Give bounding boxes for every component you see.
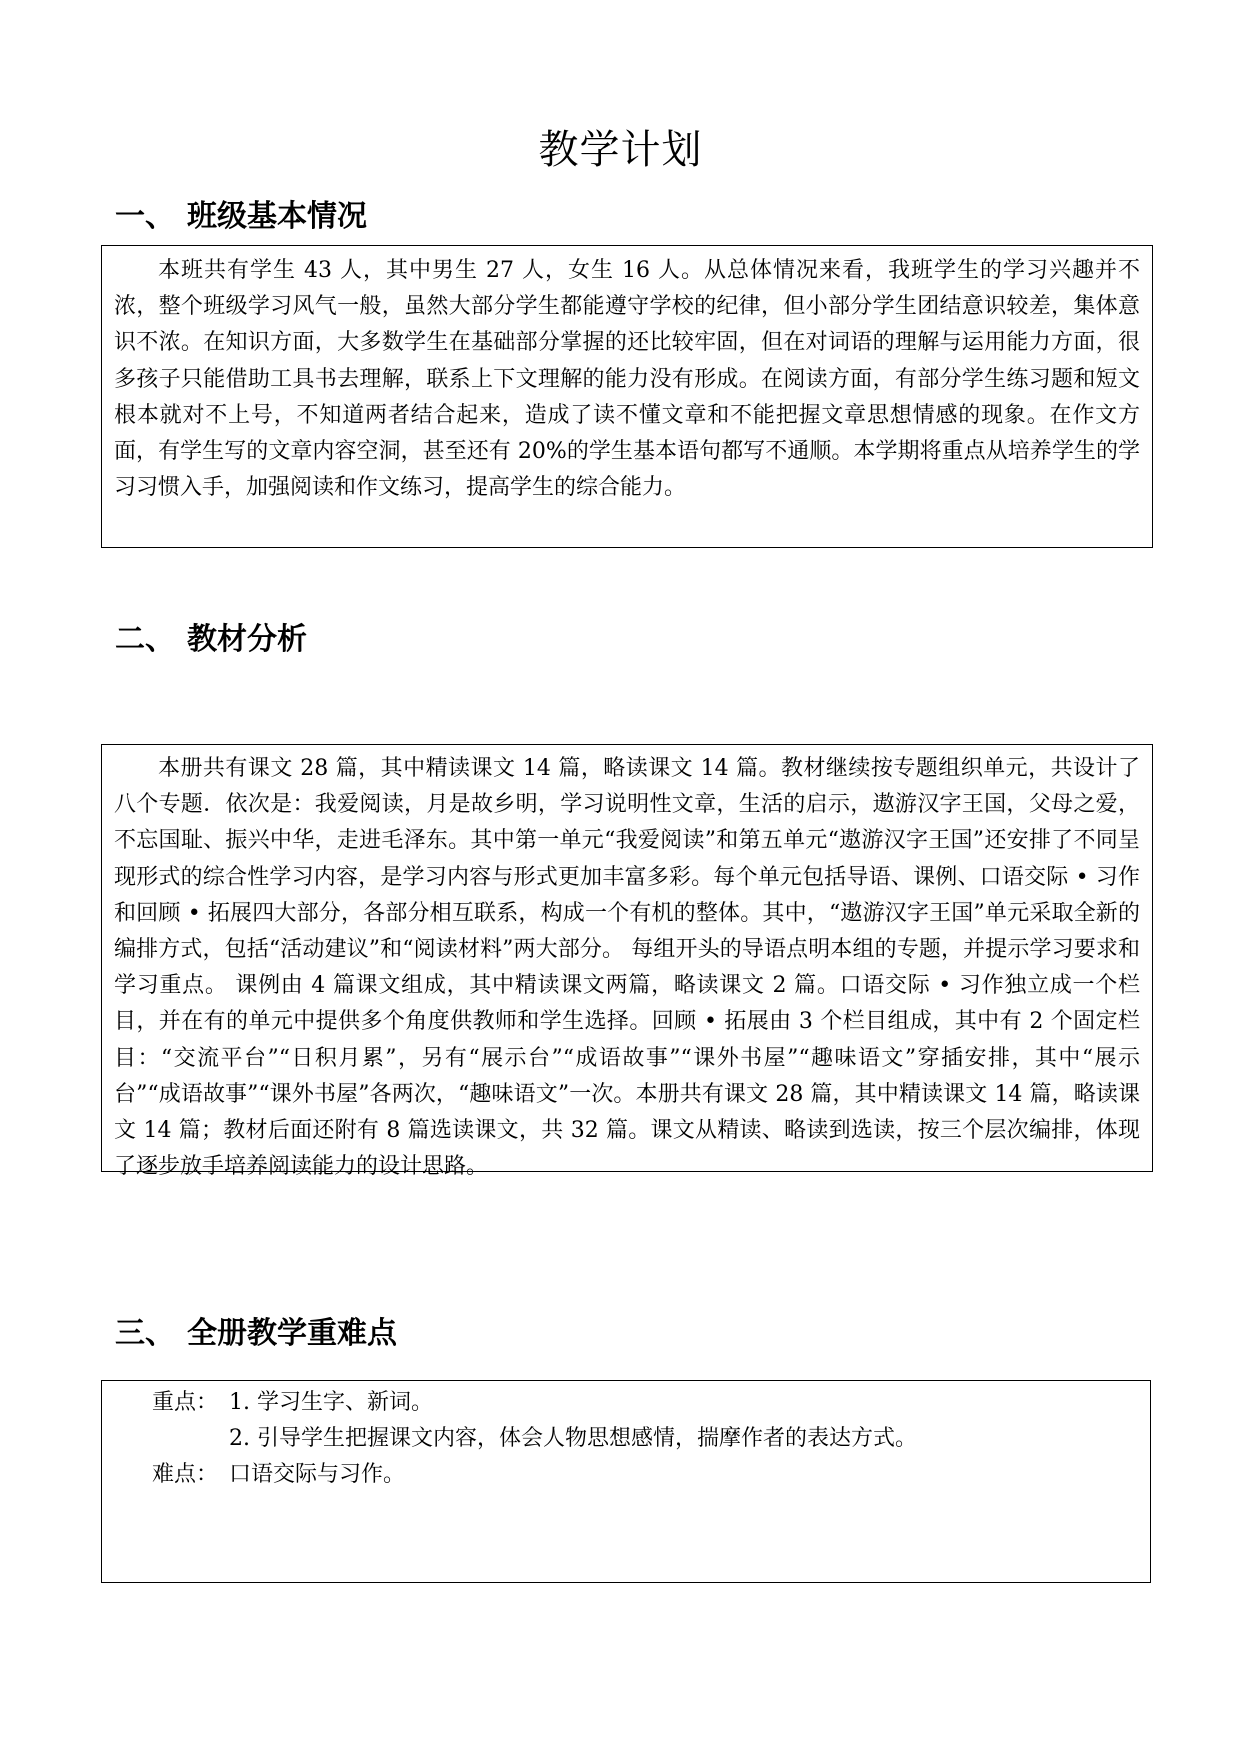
key-points-row-1 — [152, 1385, 1150, 1421]
difficulty-row — [152, 1457, 1150, 1493]
key-points-row-2 — [152, 1421, 1150, 1457]
section-3-content-box — [101, 1380, 1151, 1583]
section-1-number: 一、 — [115, 199, 175, 234]
section-2-content-box — [101, 744, 1153, 1180]
section-3-number: 三、 — [115, 1316, 175, 1351]
section-2-heading — [115, 620, 307, 660]
section-1-heading — [115, 197, 367, 237]
section-1-title: 班级基本情况 — [187, 199, 367, 234]
section-1-paragraph: 本班共有学生 43 人，其中男生 27 人，女生 16 人。从总体情况来看，我班学生的学习兴趣并不浓，整个班级学习风气一般，虽然大部分学生都能遵守学校的纪律，但小部分学生团结意识较差，集体意识不浓。在知识方面，大多数学生在基础部分掌握的还比较牢固，但在对词语的理解与运用能力方面，很多孩子只能借助工具书去理解，联系上下文理解的能力没有形成。在阅读方面，有部分学生练习题和短文根本就对不上号，不知道两者结合起来，造成了读不懂文章和不能把握文章思想情感的现象。在作文方面，有学生写的文章内容空洞，甚至还有 20%的学生基本语句都写不通顺。本学期将重点从培养学生的学习习惯入手，加强阅读和作文练习，提高学生的综合能力。 — [114, 258, 1140, 501]
difficulty-label: 难点： — [152, 1462, 219, 1487]
section-1-content-box — [101, 245, 1153, 548]
document-title: 教学计划 — [538, 127, 703, 173]
key-point-item: 1. 学习生字、新词。 — [229, 1390, 433, 1415]
section-2-title: 教材分析 — [187, 622, 307, 657]
key-points-label: 重点： — [152, 1390, 219, 1415]
section-3-title: 全册教学重难点 — [187, 1316, 397, 1351]
difficulty-item: 口语交际与习作。 — [229, 1462, 406, 1487]
section-2-number: 二、 — [115, 622, 175, 657]
key-point-item: 2. 引导学生把握课文内容，体会人物思想感情，揣摩作者的表达方式。 — [229, 1426, 917, 1451]
section-2-paragraph: 本册共有课文 28 篇，其中精读课文 14 篇，略读课文 14 篇。教材继续按专题组织单元，共设计了八个专题．依次是：我爱阅读，月是故乡明，学习说明性文章，生活的启示，遨游汉字王国，父母之爱，不忘国耻、振兴中华，走进毛泽东。其中第一单元“我爱阅读”和第五单元“遨游汉字王国”还安排了不同呈现形式的综合性学习内容，是学习内容与形式更加丰富多彩。每个单元包括导语、课例、口语交际 • 习作和回顾 • 拓展四大部分，各部分相互联系，构成一个有机的整体。其中，“遨游汉字王国”单元采取全新的编排方式，包括“活动建议”和“阅读材料”两大部分。 每组开头的导语点明本组的专题，并提示学习要求和学习重点。 课例由 4 篇课文组成，其中精读课文两篇，略读课文 2 篇。口语交际 • 习作独立成一个栏目，并在有的单元中提供多个角度供教师和学生选择。回顾 • 拓展由 3 个栏目组成，其中有 2 个固定栏目：“交流平台”“日积月累”，另有“展示台”“成语故事”“课外书屋”“趣味语文”穿插安排，其中“展示台”“成语故事”“课外书屋”各两次，“趣味语文”一次。本册共有课文 28 篇，其中精读课文 14 篇，略读课文 14 篇；教材后面还附有 8 篇选读课文，共 32 篇。课文从精读、略读到选读，按三个层次编排，体现了逐步放手培养阅读能力的设计思路。 — [114, 756, 1140, 1180]
section-3-heading — [115, 1314, 397, 1354]
